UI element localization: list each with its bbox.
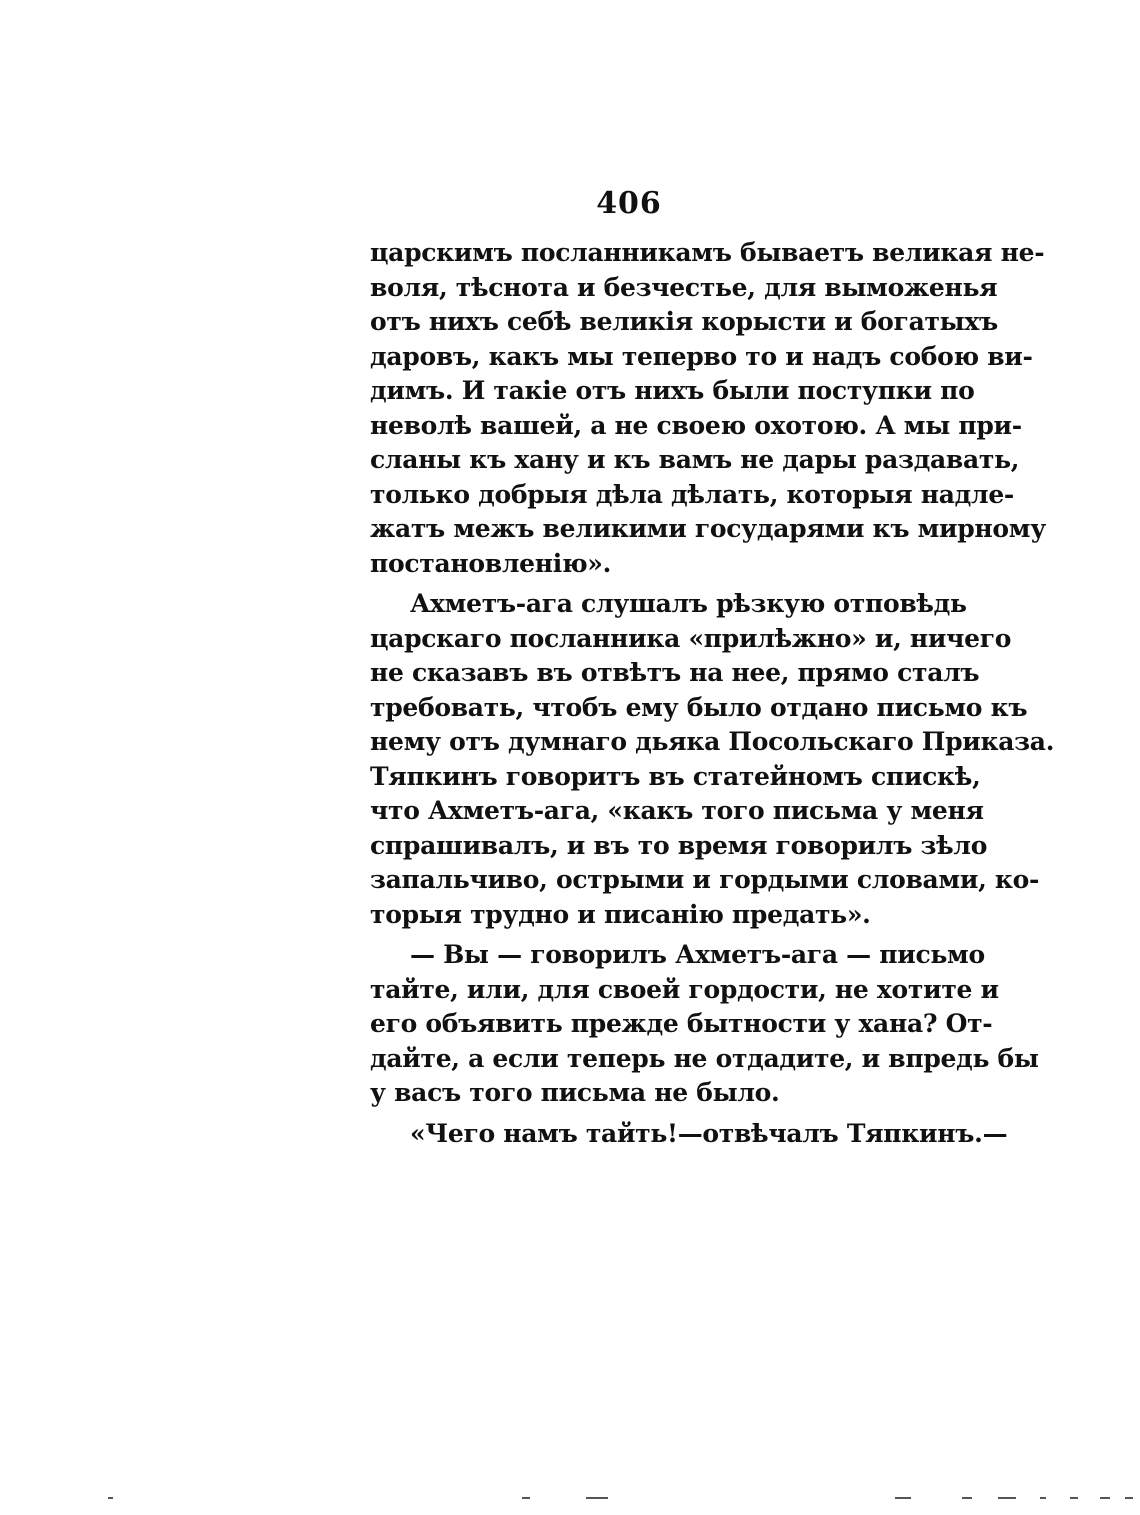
text-line: — Вы — говорилъ Ахметъ-ага — письмо (410, 940, 985, 969)
scan-mark (522, 1497, 530, 1499)
text-line: Ахметъ-ага слушалъ рѣзкую отповѣдь (410, 589, 967, 618)
paragraph (370, 236, 1046, 581)
scan-mark (586, 1497, 608, 1499)
text-line: неволѣ вашей, а не своею охотою. А мы при- (370, 410, 1022, 440)
text-line: дайте, а если теперь не отдадите, и впредь бы (370, 1043, 1039, 1073)
text-line: постановленію». (370, 548, 612, 578)
text-line: запальчиво, острыми и гордыми словами, ко- (370, 865, 1040, 894)
paragraph (370, 587, 1055, 932)
text-line: его объявить прежде бытности у хана? От- (370, 1009, 993, 1038)
text-line: отъ нихъ себѣ великія корысти и богатыхъ (370, 307, 998, 336)
scan-marks (0, 1497, 1140, 1507)
scan-mark (962, 1497, 972, 1499)
text-line: царскимъ посланникамъ бываетъ великая не- (370, 238, 1045, 267)
text-line: тайте, или, для своей гордости, не хотите и (370, 974, 999, 1004)
text-line: воля, тѣснота и безчестье, для выможенья (370, 272, 998, 302)
scan-mark (998, 1497, 1016, 1499)
scan-mark (1100, 1497, 1110, 1499)
text-line: «Чего намъ тайть!—отвѣчалъ Тяпкинъ.— (410, 1118, 1008, 1148)
text-line: спрашивалъ, и въ то время говорилъ зѣло (370, 830, 988, 860)
text-line: димъ. И такіе отъ нихъ были поступки по (370, 376, 975, 405)
text-line: даровъ, какъ мы теперво то и надъ собою ви- (370, 341, 1033, 371)
text-line: царскаго посланника «прилѣжно» и, ничего (370, 623, 1012, 653)
text-line: что Ахметъ-ага, «какъ того письма у меня (370, 796, 984, 825)
text-line: только добрыя дѣла дѣлать, которыя надле- (370, 479, 1014, 509)
text-line: Тяпкинъ говоритъ въ статейномъ спискѣ, (370, 761, 981, 791)
paragraph (370, 938, 1039, 1111)
text-line: у васъ того письма не было. (370, 1078, 780, 1107)
scan-mark (895, 1497, 911, 1499)
scan-mark (1125, 1497, 1133, 1499)
text-line: торыя трудно и писанію предать». (370, 899, 871, 929)
paragraph (370, 1117, 1008, 1152)
scan-mark (1040, 1497, 1046, 1499)
scan-mark (1070, 1497, 1078, 1499)
text-column (370, 236, 1055, 1157)
text-line: сланы къ хану и къ вамъ не дары раздавать, (370, 445, 1020, 474)
page-number: 406 (596, 186, 662, 221)
text-line: не сказавъ въ отвѣтъ на нее, прямо сталъ (370, 658, 980, 687)
text-line: нему отъ думнаго дьяка Посольскаго Приказа. (370, 727, 1055, 756)
text-line: жатъ межъ великими государями къ мирному (370, 514, 1046, 543)
text-line: требовать, чтобъ ему было отдано письмо къ (370, 692, 1028, 722)
scan-mark (108, 1497, 113, 1499)
